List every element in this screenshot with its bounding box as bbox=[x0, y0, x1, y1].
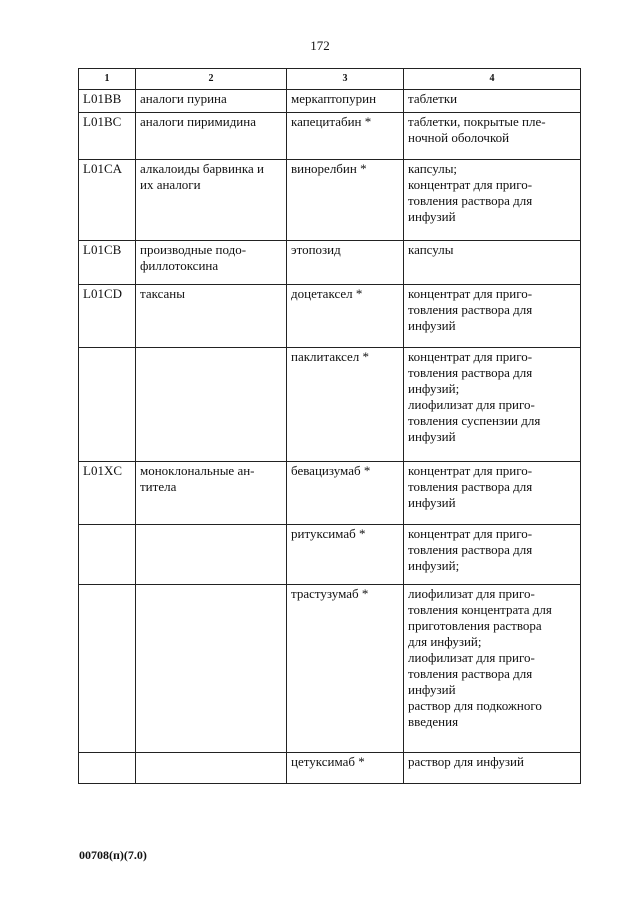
atc-code: L01XC bbox=[79, 462, 136, 525]
drug-name: этопозид bbox=[287, 241, 404, 285]
dosage-form: таблетки bbox=[404, 90, 581, 113]
pharmacological-group: моноклональные ан- титела bbox=[136, 462, 287, 525]
dosage-form: раствор для инфузий bbox=[404, 753, 581, 784]
drug-name: доцетаксел * bbox=[287, 285, 404, 348]
column-header-drug: 3 bbox=[287, 69, 404, 90]
pharmacological-group: аналоги пиримидина bbox=[136, 113, 287, 160]
table-row bbox=[79, 285, 581, 348]
drug-name: винорелбин * bbox=[287, 160, 404, 241]
drug-name: меркаптопурин bbox=[287, 90, 404, 113]
column-header-form: 4 bbox=[404, 69, 581, 90]
table-row bbox=[79, 462, 581, 525]
dosage-form: концентрат для приго- товления раствора для инфузий bbox=[404, 285, 581, 348]
atc-code: L01CA bbox=[79, 160, 136, 241]
drug-name: капецитабин * bbox=[287, 113, 404, 160]
pharmacological-group bbox=[136, 753, 287, 784]
atc-code bbox=[79, 525, 136, 585]
drug-name: ритуксимаб * bbox=[287, 525, 404, 585]
dosage-form: таблетки, покрытые пле- ночной оболочкой bbox=[404, 113, 581, 160]
drug-name: бевацизумаб * bbox=[287, 462, 404, 525]
page-number: 172 bbox=[310, 38, 330, 53]
column-header-group: 2 bbox=[136, 69, 287, 90]
atc-code: L01BC bbox=[79, 113, 136, 160]
dosage-form: концентрат для приго- товления раствора для инфузий bbox=[404, 462, 581, 525]
drug-table bbox=[78, 68, 581, 784]
dosage-form: концентрат для приго- товления раствора для инфузий; bbox=[404, 525, 581, 585]
atc-code: L01CB bbox=[79, 241, 136, 285]
atc-code bbox=[79, 753, 136, 784]
pharmacological-group: таксаны bbox=[136, 285, 287, 348]
table-row bbox=[79, 241, 581, 285]
atc-code: L01CD bbox=[79, 285, 136, 348]
drug-name: трастузумаб * bbox=[287, 585, 404, 753]
pharmacological-group bbox=[136, 585, 287, 753]
pharmacological-group: алкалоиды барвинка и их аналоги bbox=[136, 160, 287, 241]
table-row bbox=[79, 160, 581, 241]
pharmacological-group bbox=[136, 348, 287, 462]
pharmacological-group: аналоги пурина bbox=[136, 90, 287, 113]
drug-name: цетуксимаб * bbox=[287, 753, 404, 784]
atc-code bbox=[79, 348, 136, 462]
table-row bbox=[79, 113, 581, 160]
table-row bbox=[79, 348, 581, 462]
table-row bbox=[79, 525, 581, 585]
atc-code bbox=[79, 585, 136, 753]
dosage-form: капсулы bbox=[404, 241, 581, 285]
pharmacological-group: производные подо- филлотоксина bbox=[136, 241, 287, 285]
dosage-form: лиофилизат для приго- товления концентрата для приготовления раствора для инфузий; лиофилизат для приго- товления раствора для инфузий раствор для подкожного введения bbox=[404, 585, 581, 753]
atc-code: L01BB bbox=[79, 90, 136, 113]
table-row bbox=[79, 90, 581, 113]
document-footer-code: 00708(п)(7.0) bbox=[79, 848, 147, 862]
table-row bbox=[79, 585, 581, 753]
drug-name: паклитаксел * bbox=[287, 348, 404, 462]
column-header-code: 1 bbox=[79, 69, 136, 90]
table-header-row bbox=[79, 69, 581, 90]
pharmacological-group bbox=[136, 525, 287, 585]
dosage-form: капсулы; концентрат для приго- товления раствора для инфузий bbox=[404, 160, 581, 241]
table-row bbox=[79, 753, 581, 784]
dosage-form: концентрат для приго- товления раствора для инфузий; лиофилизат для приго- товления суспензии для инфузий bbox=[404, 348, 581, 462]
